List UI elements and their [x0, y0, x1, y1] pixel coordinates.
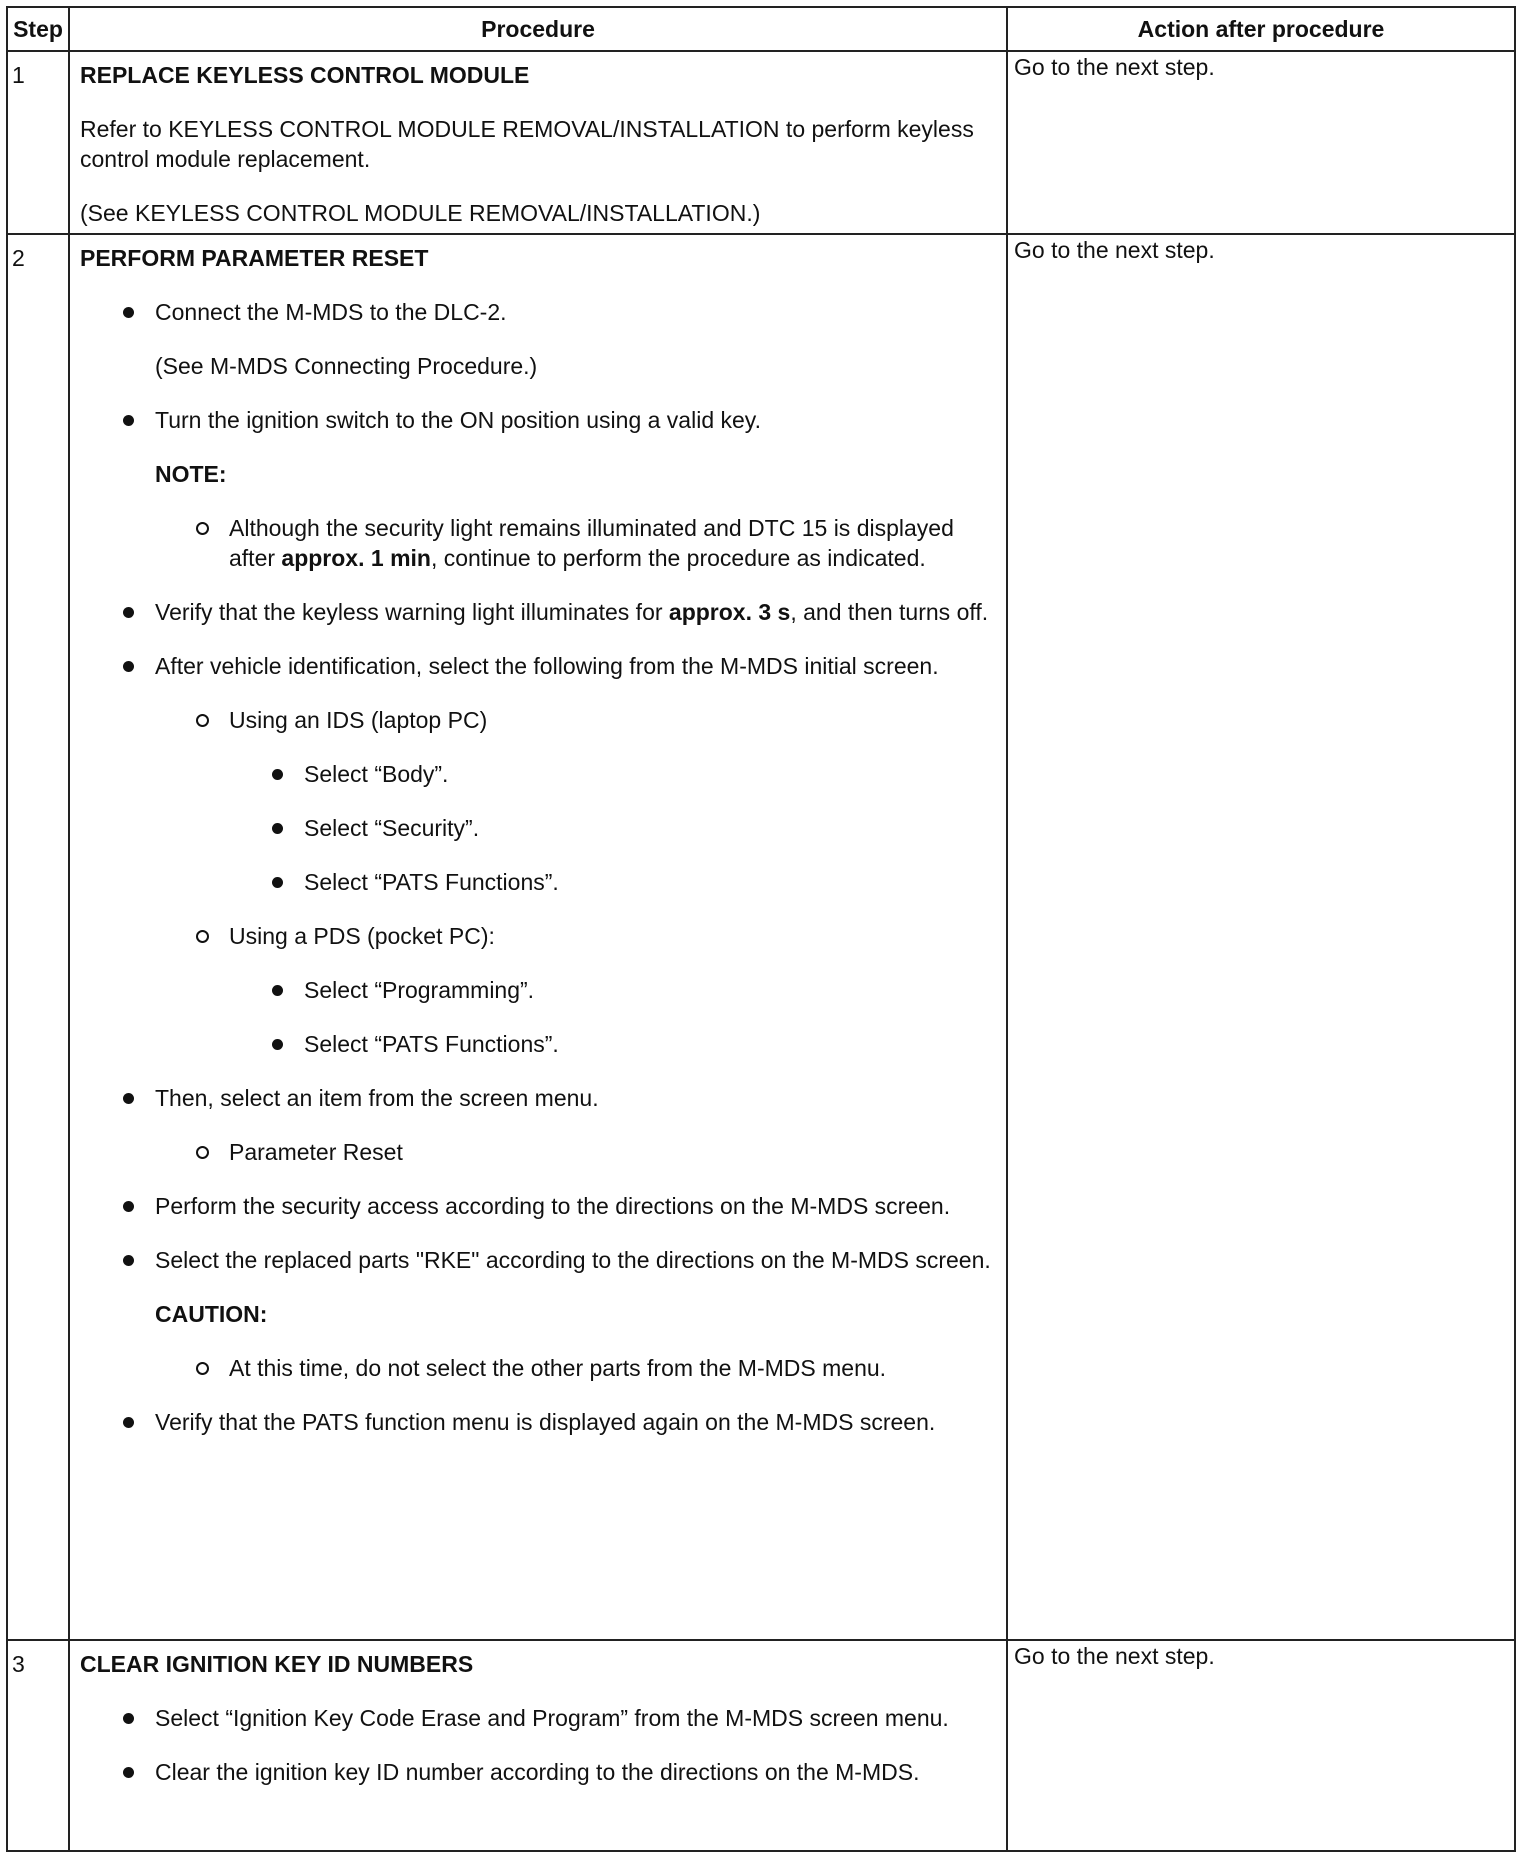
list-item [80, 1083, 996, 1167]
note-text: Although the security light remains illuminated and DTC 15 is displayed after approx. 1 min, continue to perform the procedure as indicated. [229, 515, 954, 571]
table-row-step-3 [7, 1640, 1515, 1851]
action-cell: Go to the next step. [1007, 1640, 1515, 1851]
procedure-table [6, 6, 1516, 1852]
bullet-icon [123, 661, 134, 672]
list-item-text: Connect the M-MDS to the DLC-2. [155, 299, 507, 325]
circle-bullet-icon [196, 522, 209, 535]
header-procedure: Procedure [69, 7, 1007, 51]
list-item [80, 1407, 996, 1437]
procedure-cell [69, 51, 1007, 234]
procedure-cell [69, 234, 1007, 1640]
step-title: CLEAR IGNITION KEY ID NUMBERS [80, 1651, 474, 1677]
list-item-text: Using a PDS (pocket PC): [229, 923, 495, 949]
step-reference: (See KEYLESS CONTROL MODULE REMOVAL/INSTALLATION.) [80, 200, 761, 226]
circle-bullet-icon [196, 930, 209, 943]
step-number: 1 [7, 51, 69, 234]
bullet-icon [123, 415, 134, 426]
list-item: Select “PATS Functions”. [229, 1029, 996, 1059]
sub-list [155, 1137, 996, 1167]
list-item: Select “Programming”. [229, 975, 996, 1005]
list-item [154, 921, 996, 1059]
list-item-reference: (See M-MDS Connecting Procedure.) [155, 353, 538, 379]
list-item [80, 1757, 996, 1787]
step-title: PERFORM PARAMETER RESET [80, 245, 429, 271]
bullet-icon [123, 1713, 134, 1724]
bullet-icon [272, 823, 283, 834]
step-title: REPLACE KEYLESS CONTROL MODULE [80, 62, 530, 88]
list-item-text: Verify that the keyless warning light illuminates for approx. 3 s, and then turns off. [155, 599, 989, 625]
bullet-icon [272, 877, 283, 888]
list-item-text: Perform the security access according to the directions on the M-MDS screen. [155, 1193, 951, 1219]
list-item [80, 651, 996, 1059]
list-item [80, 597, 996, 627]
sub-sub-list [229, 759, 996, 897]
list-item: Select “PATS Functions”. [229, 867, 996, 897]
list-item-text: Using an IDS (laptop PC) [229, 707, 488, 733]
list-item-text: After vehicle identification, select the following from the M-MDS initial screen. [155, 653, 939, 679]
note-label: NOTE: [155, 461, 227, 487]
header-step: Step [7, 7, 69, 51]
bullet-list [80, 297, 996, 1437]
bullet-icon [123, 1417, 134, 1428]
list-item [80, 405, 996, 573]
circle-bullet-icon [196, 1362, 209, 1375]
bullet-icon [123, 1255, 134, 1266]
list-item: Select “Security”. [229, 813, 996, 843]
sub-sub-list [229, 975, 996, 1059]
header-row [7, 7, 1515, 51]
step-paragraph: Refer to KEYLESS CONTROL MODULE REMOVAL/INSTALLATION to perform keyless control module replacement. [80, 116, 974, 172]
list-item-text: Clear the ignition key ID number according to the directions on the M-MDS. [155, 1759, 920, 1785]
list-item: Select “Body”. [229, 759, 996, 789]
list-item [154, 705, 996, 897]
table-row-step-2 [7, 234, 1515, 1640]
list-item-text: Select “Ignition Key Code Erase and Program” from the M-MDS screen menu. [155, 1705, 949, 1731]
bullet-icon [123, 607, 134, 618]
header-action: Action after procedure [1007, 7, 1515, 51]
step-number: 2 [7, 234, 69, 1640]
step-number: 3 [7, 1640, 69, 1851]
sub-list [155, 513, 996, 573]
sub-list [155, 1353, 996, 1383]
caution-label: CAUTION: [155, 1301, 268, 1327]
bullet-icon [123, 1767, 134, 1778]
list-item-text: Select the replaced parts "RKE" according to the directions on the M-MDS screen. [155, 1247, 991, 1273]
circle-bullet-icon [196, 714, 209, 727]
action-cell: Go to the next step. [1007, 51, 1515, 234]
caution-text: At this time, do not select the other parts from the M-MDS menu. [229, 1355, 887, 1381]
list-item [80, 1703, 996, 1733]
list-item [80, 1191, 996, 1221]
bullet-icon [272, 769, 283, 780]
sub-list [155, 705, 996, 1059]
bullet-icon [272, 985, 283, 996]
circle-bullet-icon [196, 1146, 209, 1159]
list-item [80, 1245, 996, 1383]
bullet-icon [272, 1039, 283, 1050]
action-cell: Go to the next step. [1007, 234, 1515, 1640]
list-item [80, 297, 996, 381]
list-item-text: Then, select an item from the screen menu. [155, 1085, 599, 1111]
table-row-step-1 [7, 51, 1515, 234]
procedure-cell [69, 1640, 1007, 1851]
bullet-icon [123, 1201, 134, 1212]
bullet-list [80, 1703, 996, 1787]
bullet-icon [123, 1093, 134, 1104]
list-item-text: Verify that the PATS function menu is displayed again on the M-MDS screen. [155, 1409, 936, 1435]
list-item: Parameter Reset [154, 1137, 996, 1167]
list-item [154, 1353, 996, 1383]
list-item-text: Turn the ignition switch to the ON position using a valid key. [155, 407, 761, 433]
bullet-icon [123, 307, 134, 318]
list-item [154, 513, 996, 573]
